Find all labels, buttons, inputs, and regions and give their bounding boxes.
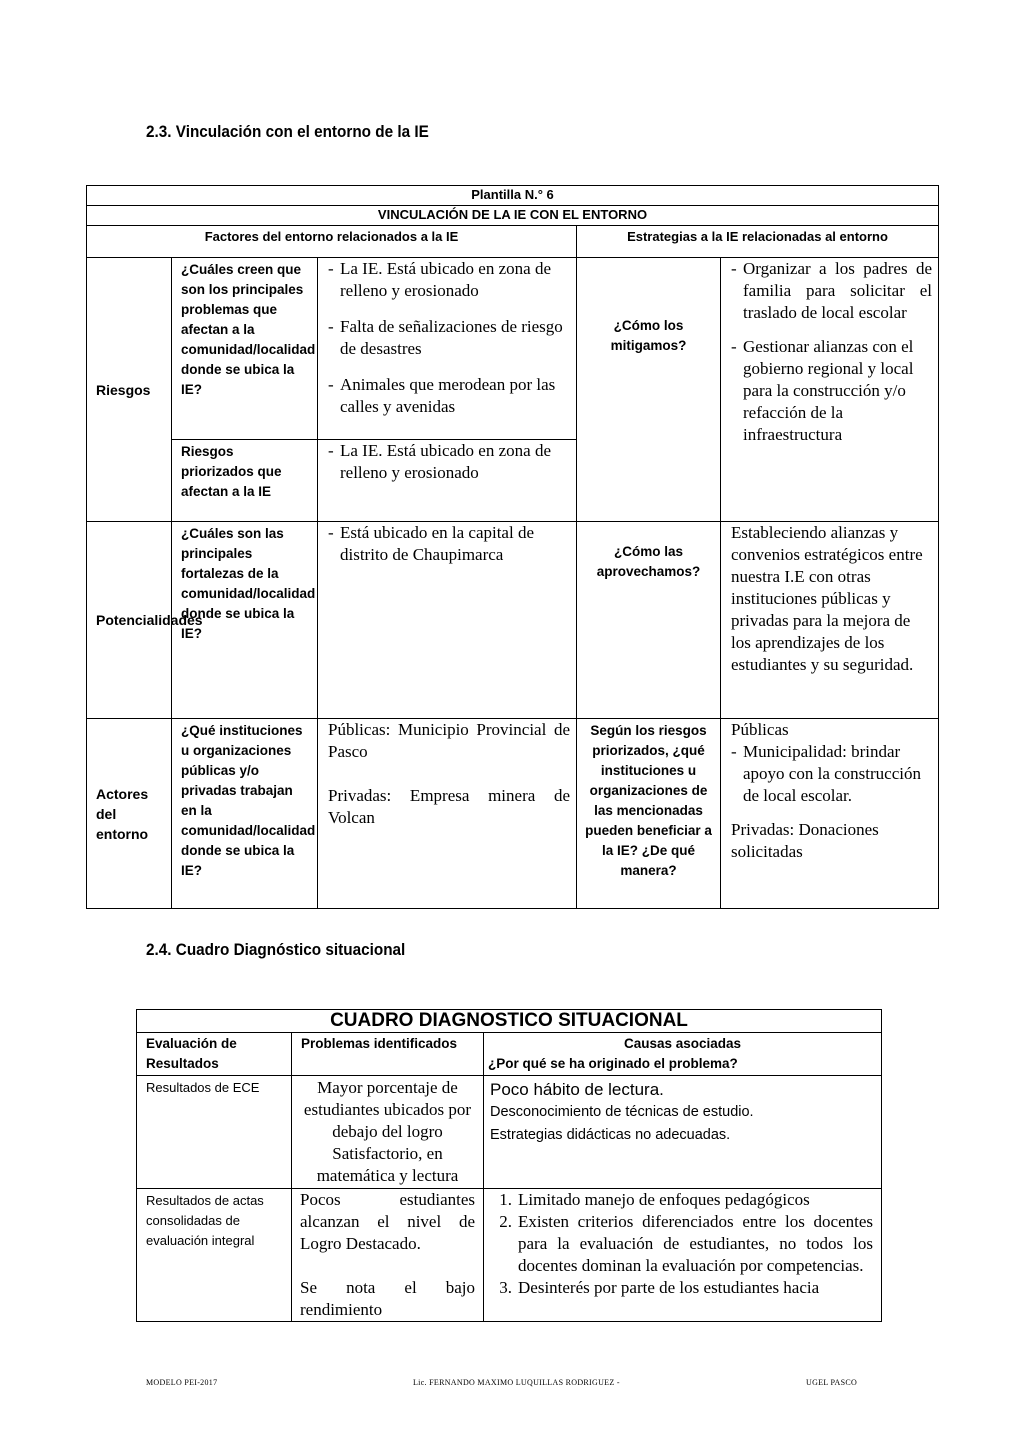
list-item: - Municipalidad: brindar apoyo con la construcción de local escolar.: [731, 742, 921, 805]
potencialidades-answer: [318, 522, 577, 719]
riesgos-question: ¿Cuáles creen que son los principales problemas que afectan a la comunidad/localidad donde se ubica la IE?: [172, 258, 318, 440]
list-item: - La IE. Está ubicado en zona de relleno y erosionado: [328, 441, 551, 482]
causas-title: Causas asociadas: [623, 1036, 742, 1051]
plantilla-label: Plantilla N.° 6: [87, 186, 939, 206]
col-header-problemas: Problemas identificados: [292, 1033, 484, 1076]
riesgos-mitigation-question: ¿Cómo los mitigamos?: [577, 258, 721, 522]
row-label-actas: Resultados de actas consolidadas de evaluación integral: [137, 1189, 292, 1322]
row-label-actores: Actores del entorno: [87, 719, 172, 909]
riesgos-answers: [318, 258, 577, 440]
section-heading-2-4: 2.4. Cuadro Diagnóstico situacional: [146, 940, 406, 959]
ece-cause-3: Estrategias didácticas no adecuadas.: [490, 1127, 731, 1143]
ece-cause-1: Poco hábito de lectura.: [490, 1080, 664, 1099]
col-header-causas: [484, 1033, 882, 1076]
ece-causes: [484, 1076, 882, 1189]
list-item: - Falta de señalizaciones de riesgo de desastres: [328, 317, 563, 358]
vinculacion-table: [86, 185, 939, 909]
actores-question-mid: Según los riesgos priorizados, ¿qué instituciones u organizaciones de las mencionadas pueden beneficiar a la IE? ¿De qué manera?: [577, 719, 721, 909]
causas-subtitle: ¿Por qué se ha originado el problema?: [488, 1056, 738, 1071]
list-item: - Animales que merodean por las calles y avenidas: [328, 375, 556, 416]
diagnostico-table: [136, 1009, 882, 1322]
list-item: - La IE. Está ubicado en zona de relleno y erosionado: [328, 259, 551, 300]
potencialidades-question-mid: ¿Cómo las aprovechamos?: [577, 522, 721, 719]
row-label-riesgos: Riesgos: [87, 258, 172, 522]
section-heading-2-3: 2.3. Vinculación con el entorno de la IE: [146, 122, 429, 141]
col-header-estrategias: Estrategias a la IE relacionadas al entorno: [577, 226, 939, 258]
potencialidades-question: ¿Cuáles son las principales fortalezas de la comunidad/localidad donde se ubica la IE?: [172, 522, 318, 719]
list-item: 2. Existen criterios diferenciados entre los docentes para la evaluación de estudiantes, no todos los docentes dominan la evaluación por competencias.: [499, 1212, 873, 1275]
actas-problem: [292, 1189, 484, 1322]
list-item: - Está ubicado en la capital de distrito de Chaupimarca: [328, 523, 534, 564]
footer-right: UGEL PASCO: [806, 1378, 858, 1387]
col-header-evaluacion: Evaluación de Resultados: [137, 1033, 292, 1076]
riesgos-priorizados-answer: [318, 440, 577, 522]
footer-center: Lic. FERNANDO MAXIMO LUQUILLAS RODRIGUEZ -: [413, 1378, 620, 1387]
row-label-ece: Resultados de ECE: [137, 1076, 292, 1189]
list-item: 1. Limitado manejo de enfoques pedagógicos: [499, 1190, 810, 1209]
col-header-factores: Factores del entorno relacionados a la IE: [87, 226, 577, 258]
footer-left: MODELO PEI-2017: [146, 1378, 218, 1387]
strategy-privadas: Privadas: Donaciones solicitadas: [731, 820, 879, 861]
table-title: VINCULACIÓN DE LA IE CON EL ENTORNO: [87, 206, 939, 226]
riesgos-priorizados-label: Riesgos priorizados que afectan a la IE: [172, 440, 318, 522]
actas-problem-a: Pocos estudiantes alcanzan el nivel de Logro Destacado.: [300, 1190, 475, 1253]
riesgos-strategies: [721, 258, 939, 522]
strategy-publicas: Públicas: [731, 720, 789, 739]
ece-cause-2: Desconocimiento de técnicas de estudio.: [490, 1104, 754, 1120]
actores-publicas: Públicas: Municipio Provincial de Pasco: [328, 720, 570, 761]
list-item: - Organizar a los padres de familia para solicitar el traslado de local escolar: [731, 259, 932, 322]
potencialidades-strategy: Estableciendo alianzas y convenios estratégicos entre nuestra I.E con otras instituciones públicas y privadas para la mejora de los aprendizajes de los estudiantes y su seguridad.: [721, 522, 939, 719]
row-label-potencialidades: Potencialidades: [87, 522, 172, 719]
actores-strategies: [721, 719, 939, 909]
actas-problem-b: Se nota el bajo rendimiento: [300, 1278, 475, 1319]
diagnostico-title: CUADRO DIAGNOSTICO SITUACIONAL: [137, 1010, 882, 1033]
actores-question: ¿Qué instituciones u organizaciones públicas y/o privadas trabajan en la comunidad/localidad donde se ubica la IE?: [172, 719, 318, 909]
actores-privadas: Privadas: Empresa minera de Volcan: [328, 786, 570, 827]
list-item: 3. Desinterés por parte de los estudiantes hacia: [499, 1278, 820, 1297]
actas-causes: [484, 1189, 882, 1322]
actores-answers: [318, 719, 577, 909]
ece-problem: Mayor porcentaje de estudiantes ubicados por debajo del logro Satisfactorio, en matemática y lectura: [292, 1076, 484, 1189]
list-item: - Gestionar alianzas con el gobierno regional y local para la construcción y/o refacción de la infraestructura: [731, 337, 914, 444]
